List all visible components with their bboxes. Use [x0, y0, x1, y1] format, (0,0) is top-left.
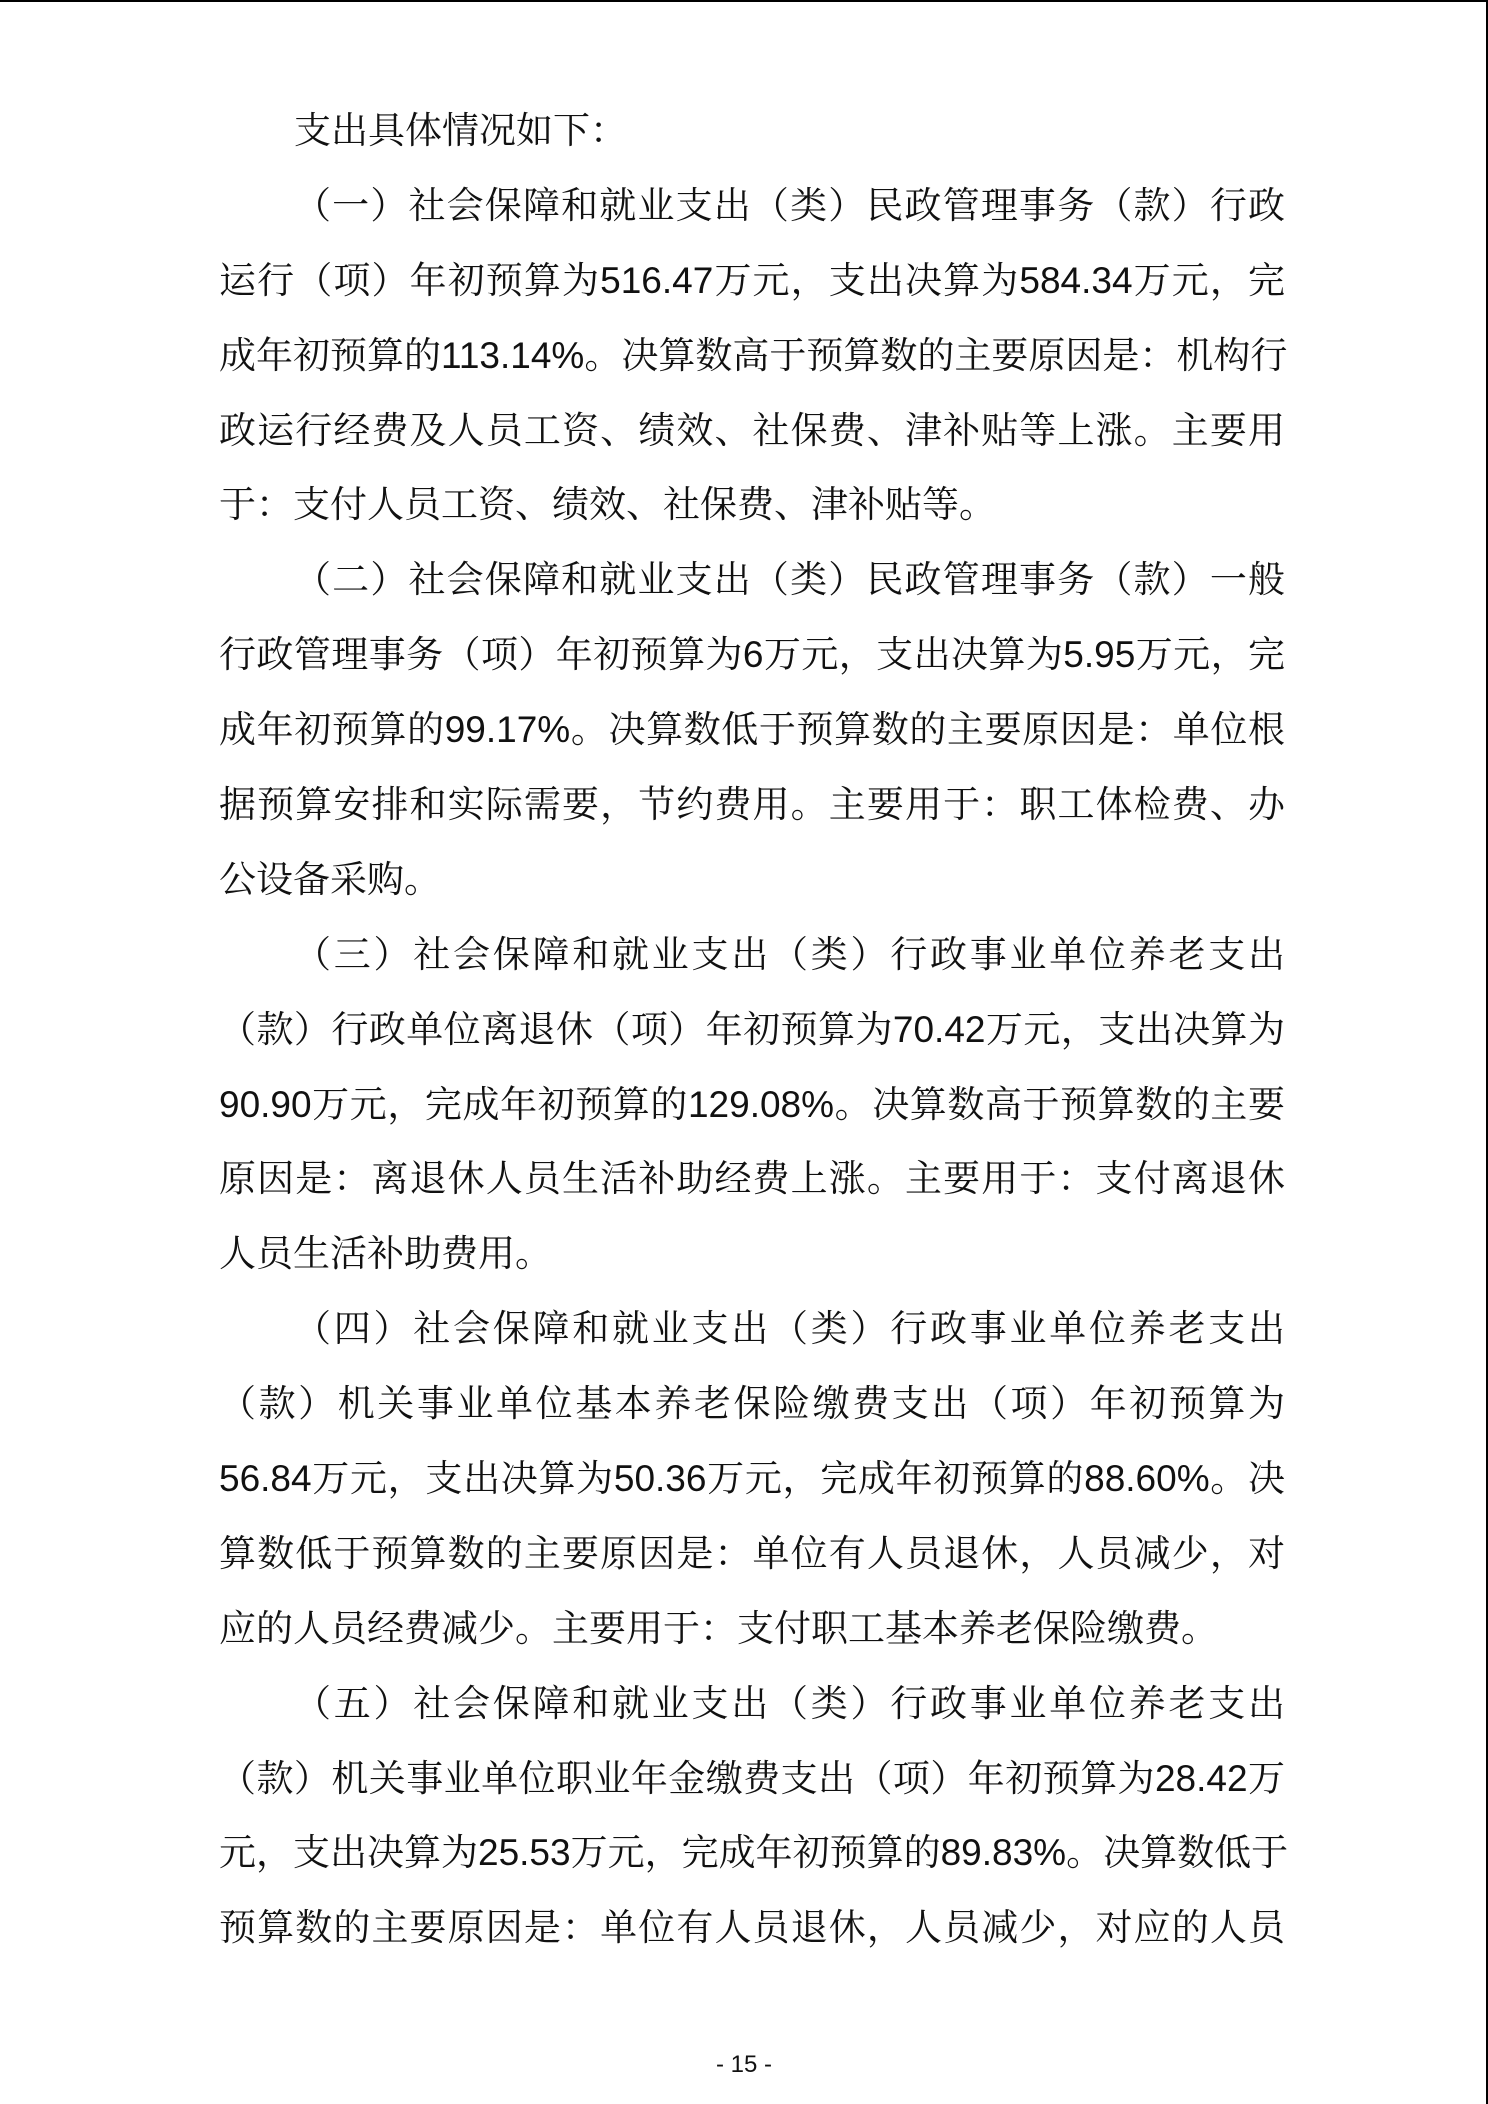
paragraph-4: [219, 1292, 1285, 1666]
paragraph-2: [219, 543, 1285, 917]
text-line: 政运行经费及人员工资、绩效、社保费、津补贴等上涨。主要用: [219, 409, 1285, 451]
text-line: （四）社会保障和就业支出（类）行政事业单位养老支出: [294, 1308, 1285, 1350]
text-line: 成年初预算的113.14%。决算数高于预算数的主要原因是：机构行: [219, 334, 1288, 376]
text-line: 56.84万元，支出决算为50.36万元，完成年初预算的88.60%。决: [219, 1458, 1285, 1500]
text-line: 原因是：离退休人员生活补助经费上涨。主要用于：支付离退休: [219, 1158, 1285, 1200]
text-line: 算数低于预算数的主要原因是：单位有人员退休，人员减少，对: [219, 1532, 1285, 1574]
text-line: （五）社会保障和就业支出（类）行政事业单位养老支出: [294, 1682, 1285, 1724]
text-line: 行政管理事务（项）年初预算为6万元，支出决算为5.95万元，完: [219, 634, 1285, 676]
text-line: 人员生活补助费用。: [219, 1233, 552, 1275]
text-line: （款）机关事业单位职业年金缴费支出（项）年初预算为28.42万: [219, 1757, 1285, 1799]
text-line: 公设备采购。: [219, 858, 441, 900]
text-line: 成年初预算的99.17%。决算数低于预算数的主要原因是：单位根: [219, 709, 1285, 751]
text-line: 预算数的主要原因是：单位有人员退休，人员减少，对应的人员: [219, 1907, 1285, 1949]
body-text: [219, 94, 1289, 1966]
text-line: 应的人员经费减少。主要用于：支付职工基本养老保险缴费。: [219, 1607, 1218, 1649]
text-line: （二）社会保障和就业支出（类）民政管理事务（款）一般: [294, 559, 1285, 601]
text-line: （三）社会保障和就业支出（类）行政事业单位养老支出: [294, 933, 1285, 975]
page-number: - 15 -: [715, 2051, 772, 2078]
text-line: 据预算安排和实际需要，节约费用。主要用于：职工体检费、办: [219, 784, 1285, 826]
paragraph-intro: [219, 94, 1285, 169]
text-line: 元，支出决算为25.53万元，完成年初预算的89.83%。决算数低于: [219, 1832, 1289, 1874]
paragraph-3: [219, 918, 1285, 1292]
text-line: （款）机关事业单位基本养老保险缴费支出（项）年初预算为: [219, 1383, 1285, 1425]
text-line: （一）社会保障和就业支出（类）民政管理事务（款）行政: [294, 184, 1285, 226]
text-line: 90.90万元，完成年初预算的129.08%。决算数高于预算数的主要: [219, 1083, 1285, 1125]
paragraph-1: [219, 169, 1288, 543]
text-line: 于：支付人员工资、绩效、社保费、津补贴等。: [219, 484, 996, 526]
paragraph-5: [219, 1667, 1289, 1967]
text-line: 支出具体情况如下：: [294, 110, 627, 151]
text-line: 运行（项）年初预算为516.47万元，支出决算为584.34万元，完: [219, 259, 1285, 301]
text-line: （款）行政单位离退休（项）年初预算为70.42万元，支出决算为: [219, 1008, 1285, 1050]
